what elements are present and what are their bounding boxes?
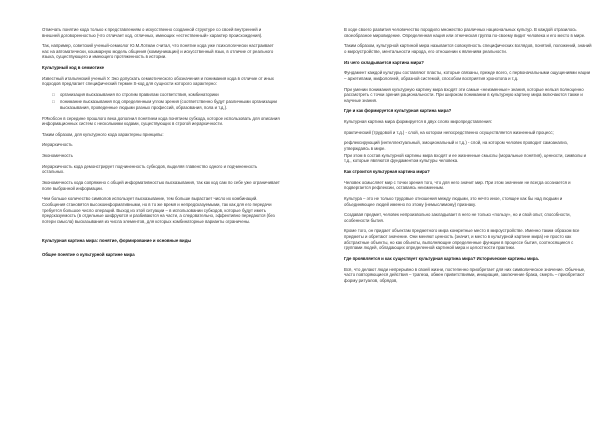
chapter-heading: Культурная картина мира: понятие, формирование и основные виды — [42, 238, 192, 244]
paragraph: Чем больше количество символов использует высказывание, тем больше вырастает число их комбинаций. Сообщения становятся высокоинформативными, но в то же время и непредсказуемыми, так как для его передачи требуется большое число операций. Выход из этой ситуации – в использовании субкодов, которые будут иметь предсказуемость (в отдельные шифруются и разбиваются на части, а следовательно, эффективно передаются (без потери смысла) высказывания из числа элементов, для которых комбинаторные варианты ограничены. — [42, 196, 275, 224]
paragraph: Человек осмысляет мир с точки зрения того, что для него значит мир. При этом значение не всегда осознается и подвергается рефлексии, оставаясь неизменным. — [344, 179, 571, 191]
section-heading: Общее понятие о культурной картине мира — [42, 251, 135, 257]
section-heading: Как строится культурная картина мира? — [344, 168, 430, 174]
left-column — [42, 27, 280, 263]
paragraph: Отмечать понятие кода только к представлениям о искусственно созданной структуре со своей внутренней и внешней договоренностью (что отличает код, отличных, имеющих «естественный» характер происхождения). — [42, 27, 263, 38]
paragraph: Экономичность кода сопряжено с общей информативностью высказывания, так как код сам по себе уже ограничивает поле выбранной информации. — [42, 180, 280, 191]
paragraph: Всё, что делают люди непрерывно в своей жизни, постепенно приобретает для них символическое значение. Обычные, часто повторяющиеся действия – трапеза, обмен приветствиями, инициация, заключение брака, смерть – приобретают форму ритуалов, обрядов, — [344, 266, 586, 283]
paragraph: рефлексирующий (интеллектуальный, эмоциональный и т.д.) - слой, на котором человек проводит самоанализ, утверждаясь в мире. — [344, 140, 568, 152]
paragraph: Таким образом, культурной картиной мира называется совокупность специфических взглядов, понятий, положений, знаний о мироустройстве, ментальности народа, его отношении к явлениям реальности. — [344, 43, 592, 54]
list-item: □ понимание высказывания под определенным углом зрения (соответственно будут различными организации высказывания, проведенные людьми разных профессий, образования, пола и т.д.). — [52, 99, 280, 110]
paragraph: Иерархичность кода демонстрирует подчиненность субкодов, выделяя главенство одного и подчиненность остальных. — [42, 163, 258, 175]
section-heading: Культурный код в семиотике — [42, 65, 104, 71]
paragraph: Таким образом, для культурного кода характерны принципы: — [42, 131, 164, 137]
paragraph: При умении понимания культурную картину мира входят эти самые «неизменные» знания, которые нельзя полноценно рассмотреть с точки зрения рациональности. При широком понимании в культурную картину мира включаются также и научные знания. — [344, 86, 584, 103]
paragraph: практический (трудовой и т.д.) - слой, на котором непосредственно осуществляется жизненный процесс; — [344, 129, 554, 135]
paragraph: В ходе своего развития человечество породило множество различных национальных культур. В каждой отразилось своеобразное мировидение. Определенная нация или этническая группа по-своему видит человека и его место в мире. — [344, 27, 586, 38]
paragraph: Культурная картина мира формируется в двух слоях миропредставления: — [344, 119, 492, 125]
paragraph: Кроме того, он придает объектам предметного мира конкретные место в мироустройстве. Именно таким образом все предметы и обретают значение. Они меняют ценность (значит, и место в культурной картине мира) не просто как абстрактные объекты, но как объекты, выполняющие определенные функции в процессе бытия, соотносящиеся с группами людей, обладающих определенной картиной мира и целостности практики. — [344, 228, 580, 251]
paragraph: Фундамент каждой культуры составляют пласты, которые связаны, прежде всего, с первоначальными ощущениями нации – архетипами, мифологией, образной системой, способом восприятия хронотопа и т.д. — [344, 70, 590, 81]
paragraph: Так, например, советский ученый-семиолог Ю.М.Лотман считал, что понятие кода уже психологически настраивает нас на автоматически, кошмарную модель общения (коммуникации) и искусственный язык, в отличие от реального языка, существующего и имеющего протяженность в истории. — [42, 43, 274, 60]
paragraph: Р.Якобсон в середине прошлого века дополнил понятием кода понятием субкода, которое использовать для описания информационных систем с несколькими кодами, существующих в строгой иерархичности. — [42, 115, 280, 127]
paragraph: Известный итальянский ученый У. Эко допускать семиотического обозначения и понимания кода в отличие от иных подходов предлагает специфический термин S-код для сущности которого характерно: — [42, 75, 274, 87]
list-item: □ организация высказывания по строгим правилам соответствия, комбинаторики — [52, 92, 280, 98]
paragraph: Создавая предмет, человек непроизвольно закладывает в него не только «пользу», но и свой опыт, способности, особенности бытия. — [344, 212, 571, 223]
section-heading: Где проявляется и как существует культурная картина мира? Исторические картины мира. — [344, 255, 539, 261]
principle-item: Экономичность — [42, 153, 73, 159]
right-column — [344, 27, 592, 289]
section-heading: Из чего складывается картина мира? — [344, 59, 424, 65]
paragraph: Культура – это не только трудовые отношения между людьми, это нечто иное, стоящее как бы над людьми и объединяющее людей именно по этому (немыслимому) признаку. — [344, 195, 563, 207]
paragraph: При этом в состав культурной картины мира входят и ее жизненные смыслы (моральные понятия), ценности, символы и т.д., которые являются фундаментом культуры человека. — [344, 152, 587, 164]
principle-item: Иерархичность — [42, 142, 73, 148]
bullet-list — [42, 92, 280, 110]
section-heading: Где и как формируется культурная картина мира? — [344, 108, 452, 114]
